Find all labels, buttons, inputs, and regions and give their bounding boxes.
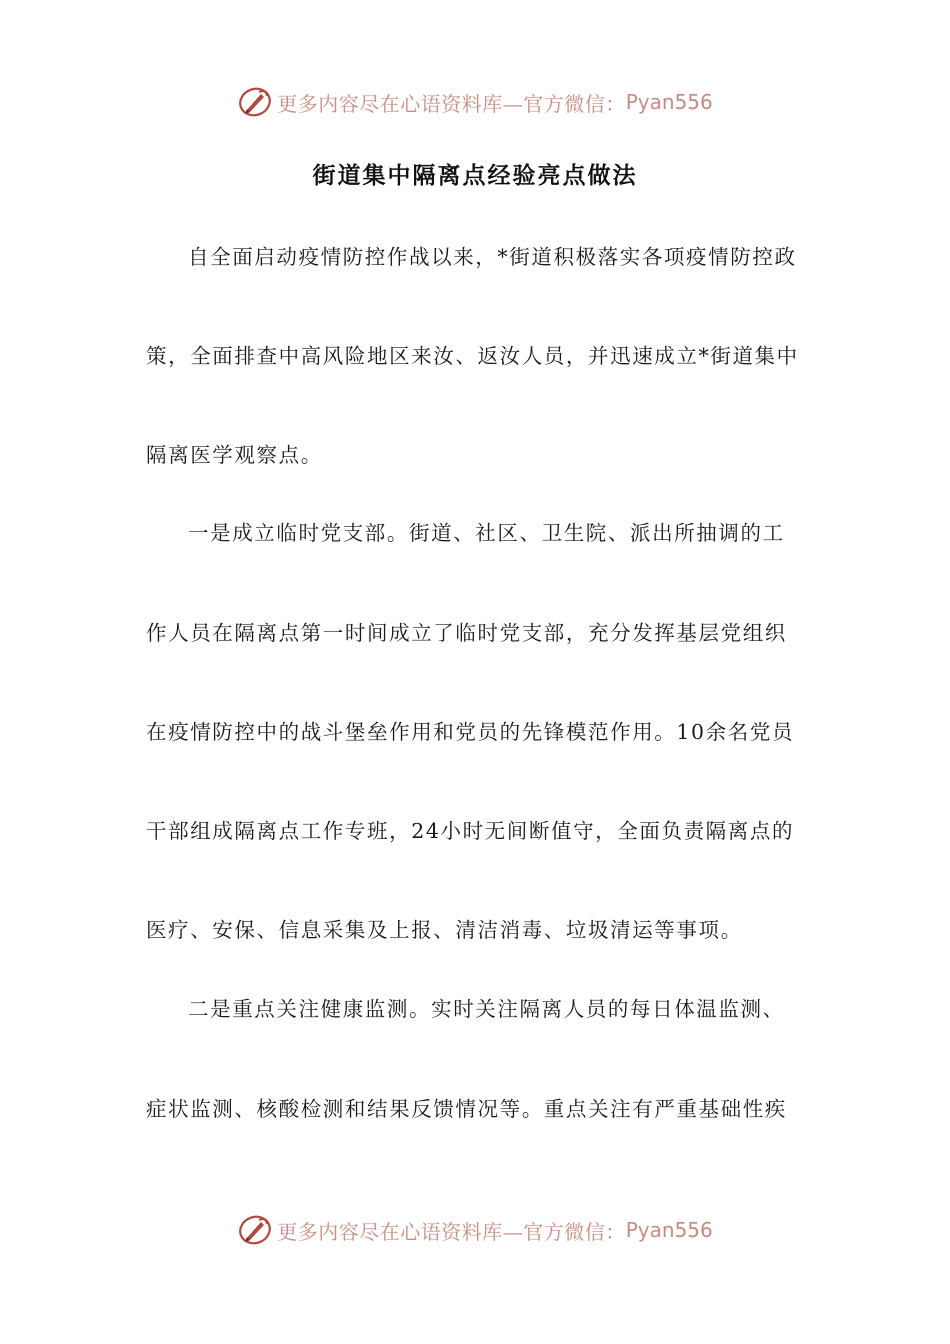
body-line: 一是成立临时党支部。街道、社区、卫生院、派出所抽调的工: [188, 521, 785, 545]
document-title: 街道集中隔离点经验亮点做法: [312, 162, 638, 189]
body-line: 在疫情防控中的战斗堡垒作用和党员的先锋模范作用。10余名党员: [146, 720, 795, 744]
body-line: 策，全面排查中高风险地区来汝、返汝人员，并迅速成立*街道集中: [146, 344, 799, 368]
footer-banner: [0, 1208, 950, 1252]
body-line: 二是重点关注健康监测。实时关注隔离人员的每日体温监测、: [188, 997, 785, 1021]
pen-logo-icon: [237, 1212, 273, 1248]
body-line: 自全面启动疫情防控作战以来，*街道积极落实各项疫情防控政: [188, 245, 797, 269]
body-line: 隔离医学观察点。: [146, 443, 323, 467]
banner-slogan: 更多内容尽在心语资料库—官方微信：: [277, 1219, 626, 1244]
body-line: 症状监测、核酸检测和结果反馈情况等。重点关注有严重基础性疾: [146, 1097, 787, 1121]
header-banner: [0, 80, 950, 124]
body-line: 作人员在隔离点第一时间成立了临时党支部，充分发挥基层党组织: [146, 621, 787, 645]
body-line: 干部组成隔离点工作专班，24小时无间断值守，全面负责隔离点的: [146, 819, 795, 843]
pen-logo-icon: [237, 84, 273, 120]
banner-slogan: 更多内容尽在心语资料库—官方微信：: [277, 91, 626, 116]
banner-contact: Pyan556: [625, 1218, 713, 1242]
body-line: 医疗、安保、信息采集及上报、清洁消毒、垃圾清运等事项。: [146, 918, 743, 942]
banner-contact: Pyan556: [625, 90, 713, 114]
